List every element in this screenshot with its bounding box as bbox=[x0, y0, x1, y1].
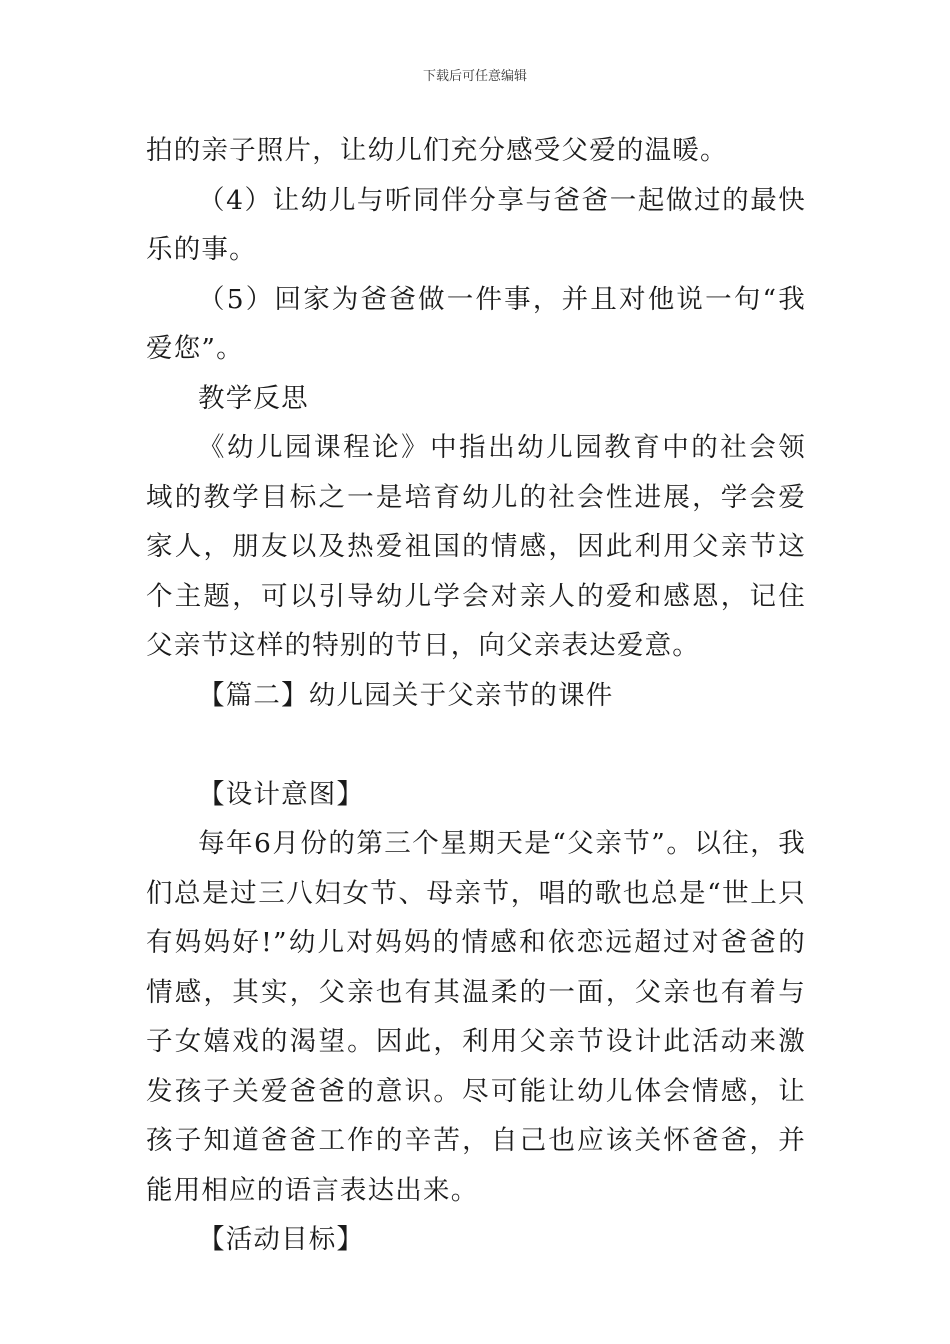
document-body bbox=[146, 126, 806, 1265]
paragraph-design-intent: 每年6月份的第三个星期天是“父亲节”。以往，我们总是过三八妇女节、母亲节，唱的歌也总是“世上只有妈妈好!”幼儿对妈妈的情感和依恋远超过对爸爸的情感，其实，父亲也有其温柔的一面，父亲也有着与子女嬉戏的渴望。因此，利用父亲节设计此活动来激发孩子关爱爸爸的意识。尽可能让幼儿体会情感，让孩子知道爸爸工作的辛苦，自己也应该关怀爸爸，并能用相应的语言表达出来。 bbox=[146, 828, 806, 1206]
section-heading-teaching-reflection: 教学反思 bbox=[198, 382, 309, 414]
section-heading-design-intent: 【设计意图】 bbox=[198, 778, 365, 810]
paragraph-item-4: （4）让幼儿与听同伴分享与爸爸一起做过的最快乐的事。 bbox=[146, 184, 806, 265]
paragraph-continued: 拍的亲子照片，让幼儿们充分感受父爱的温暖。 bbox=[146, 135, 728, 166]
section-heading-part-two: 【篇二】幼儿园关于父亲节的课件 bbox=[198, 679, 614, 711]
section-heading-activity-goals: 【活动目标】 bbox=[198, 1224, 365, 1255]
blank-line bbox=[146, 720, 806, 770]
paragraph-reflection: 《幼儿园课程论》中指出幼儿园教育中的社会领域的教学目标之一是培育幼儿的社会性进展，学会爱家人，朋友以及热爱祖国的情感，因此利用父亲节这个主题，可以引导幼儿学会对亲人的爱和感恩，记住父亲节这样的特别的节日，向父亲表达爱意。 bbox=[146, 432, 806, 661]
paragraph-item-5: （5）回家为爸爸做一件事，并且对他说一句“我爱您”。 bbox=[146, 283, 806, 364]
page-header-note: 下载后可任意编辑 bbox=[422, 69, 527, 84]
